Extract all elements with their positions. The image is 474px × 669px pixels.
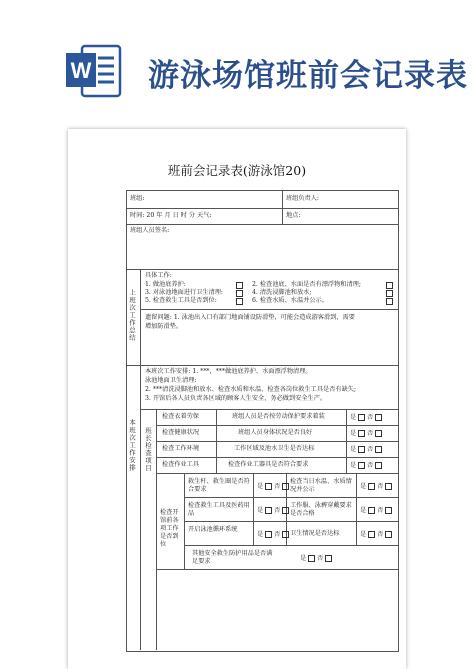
checkbox[interactable]: [386, 298, 393, 305]
work-heading: 具体工作:: [145, 272, 172, 279]
check-item: 检查工作环境: [162, 445, 200, 452]
check-desc: 班组人员身体状况是否良好: [238, 429, 313, 436]
checkbox[interactable]: [386, 282, 393, 289]
pre-open-left: 开启泳池循环系统: [188, 526, 238, 533]
record-table: [68, 129, 406, 669]
yes-no: 是 否: [350, 414, 382, 421]
check-item: 检查衣着劳保: [162, 413, 200, 420]
check-desc: 检查作业工器具是否符合要求: [228, 461, 309, 468]
check-desc: 工作区域及池水卫生是否达标: [234, 445, 315, 452]
checkbox[interactable]: [236, 290, 243, 297]
checkbox[interactable]: [358, 462, 365, 469]
document-page: [68, 129, 406, 669]
yes-no: 是 否: [350, 446, 382, 453]
checkbox[interactable]: [282, 531, 289, 538]
banner: [0, 0, 474, 128]
pre-open-right: 卫生情况是否达标: [290, 530, 340, 537]
yes-no: 是 否: [257, 531, 289, 538]
checkbox[interactable]: [236, 282, 243, 289]
checkbox[interactable]: [368, 507, 375, 514]
checkbox[interactable]: [385, 483, 392, 490]
yes-no: 是 否: [300, 555, 332, 562]
prev-item-5: 5. 检查救生工具是否到位:: [145, 297, 217, 304]
checkbox[interactable]: [375, 462, 382, 469]
yes-no: 是 否: [257, 483, 289, 490]
checkbox[interactable]: [308, 555, 315, 562]
checkbox[interactable]: [368, 483, 375, 490]
issues-text: 增加防滑垫。: [145, 323, 183, 330]
check-desc: 班组人员是否按劳动保护要求着装: [232, 413, 325, 420]
checkbox[interactable]: [375, 414, 382, 421]
pre-open-right: 检查当日水温、水质情况并公示: [290, 478, 352, 494]
checkbox[interactable]: [385, 531, 392, 538]
checkbox[interactable]: [282, 483, 289, 490]
prev-item-4: 4. 清洗浸脚池和放水;: [252, 289, 312, 296]
prev-section-label: 上班次工作总结: [128, 289, 136, 342]
checkbox[interactable]: [236, 298, 243, 305]
banner-title: 游泳场馆班前会记录表: [148, 58, 468, 94]
checkbox[interactable]: [375, 430, 382, 437]
pre-open-right: 工作服、泳裤穿戴要求是否合格: [290, 502, 352, 518]
issues-label: 遗留问题: 1. 泳池出入口有部门地面铺设防滑垫，可能会造成游客滑到，需要: [145, 314, 355, 321]
current-section-label: 本班次工作安排: [128, 419, 136, 472]
pre-open-label: 检查开馆前各项工作是否到位: [160, 509, 179, 549]
pre-open-left: 救生杆、救生圈是否符合要求: [188, 478, 250, 494]
prev-item-2: 2. 检查池底、水面是否有漂浮物和清理;: [252, 281, 361, 288]
check-section-label: 班长检查项目: [144, 427, 152, 472]
team-label: 班组:: [130, 195, 145, 202]
plan-line-4: 3. 开馆后各人员负责各区域的顾客人生安全，务必做到安全生产。: [145, 395, 327, 402]
yes-no: 是 否: [350, 462, 382, 469]
last-row-text: 其他安全救生防护用品是否满足要求: [192, 550, 273, 566]
checkbox[interactable]: [265, 531, 272, 538]
checkbox[interactable]: [282, 507, 289, 514]
leader-label: 班组负责人:: [286, 195, 320, 202]
signature-label: 班组人员签名:: [130, 227, 170, 234]
place-label: 地点:: [286, 212, 301, 219]
checkbox[interactable]: [386, 290, 393, 297]
check-item: 检查作业工具: [162, 461, 200, 468]
yes-no: 是 否: [360, 507, 392, 514]
yes-no: 是 否: [360, 483, 392, 490]
checkbox[interactable]: [358, 414, 365, 421]
yes-no: 是 否: [350, 430, 382, 437]
prev-item-1: 1. 做池底养护:: [145, 281, 186, 288]
document-title: 班前会记录表(游泳馆20): [167, 163, 307, 178]
yes-no: 是 否: [360, 531, 392, 538]
checkbox[interactable]: [265, 483, 272, 490]
yes-no: 是 否: [257, 507, 289, 514]
checkbox[interactable]: [358, 430, 365, 437]
pre-open-left: 检查救生工具及医药用品: [188, 502, 250, 518]
checkbox[interactable]: [265, 507, 272, 514]
time-label: 时间: 20 年 月 日 时 分 天气:: [130, 212, 212, 219]
plan-line-1: 本班次工作安排: 1. ***，***做池底养护、水面漂浮物清理。: [145, 368, 312, 375]
plan-line-3: 2. ***清洗浸脚池和放水、检查水质和水温、检查各岗位救生工具是否有缺失;: [145, 386, 357, 393]
checkbox[interactable]: [375, 446, 382, 453]
plan-line-2: 泳池地面卫生清理:: [145, 377, 197, 384]
checkbox[interactable]: [385, 507, 392, 514]
checkbox[interactable]: [358, 446, 365, 453]
check-item: 检查健康状况: [162, 429, 200, 436]
svg-text:W: W: [70, 58, 92, 83]
checkbox[interactable]: [325, 555, 332, 562]
checkbox[interactable]: [368, 531, 375, 538]
word-document-icon: [64, 42, 124, 100]
prev-item-6: 6. 检查水质、水温并公示。: [252, 297, 328, 304]
prev-item-3: 3. 对泳池地面进行卫生清理:: [145, 289, 224, 296]
